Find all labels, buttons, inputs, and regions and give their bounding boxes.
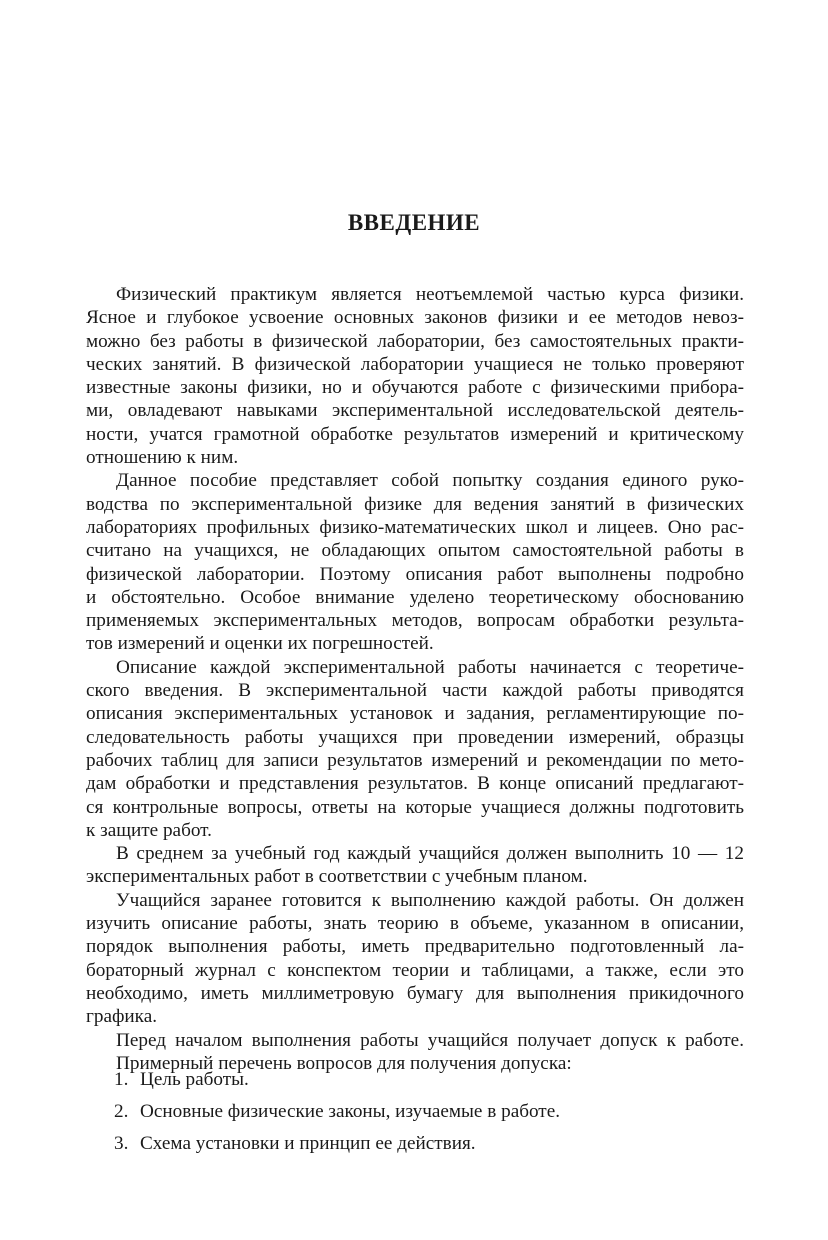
- text-line: и обстоятельно. Особое внимание уделено теоретическому обоснованию: [86, 586, 744, 608]
- text-line: Учащийся заранее готовится к выполнению каждой работы. Он должен: [116, 889, 744, 911]
- text-line: применяемых экспериментальных методов, вопросам обработки результа-: [86, 610, 744, 632]
- body-text: [86, 283, 744, 1075]
- text-line: можно без работы в физической лаборатории, без самостоятельных практи-: [86, 330, 744, 352]
- text-line: порядок выполнения работы, иметь предварительно подготовленный ла-: [86, 936, 744, 958]
- text-line: Ясное и глубокое усвоение основных законов физики и ее методов невоз-: [86, 307, 744, 329]
- text-line: водства по экспериментальной физике для ведения занятий в физических: [86, 493, 744, 515]
- list-item: [114, 1100, 560, 1132]
- list-item-text: Цель работы.: [140, 1069, 249, 1090]
- text-line: к защите работ.: [86, 819, 212, 841]
- text-line: ми, овладевают навыками экспериментальной исследовательской деятель-: [86, 400, 744, 422]
- text-line: отношению к ним.: [86, 447, 239, 469]
- text-line: Примерный перечень вопросов для получения допуска:: [116, 1052, 572, 1074]
- text-line: В среднем за учебный год каждый учащийся должен выполнить 10 — 12: [116, 843, 744, 865]
- list-item-number: 1.: [114, 1069, 129, 1090]
- text-line: считано на учащихся, не обладающих опытом самостоятельной работы в: [86, 540, 744, 562]
- list-item: [114, 1068, 560, 1100]
- list-item-text: Основные физические законы, изучаемые в работе.: [140, 1101, 561, 1122]
- list-item-number: 3.: [114, 1133, 129, 1154]
- text-line: Перед началом выполнения работы учащийся получает допуск к работе.: [116, 1029, 744, 1051]
- list-item-number: 2.: [114, 1101, 129, 1122]
- text-line: экспериментальных работ в соответствии с учебным планом.: [86, 866, 588, 888]
- text-line: необходимо, иметь миллиметровую бумагу для выполнения прикидочного: [86, 982, 744, 1004]
- text-line: следовательность работы учащихся при проведении измерений, образцы: [86, 726, 744, 748]
- question-list: [114, 1068, 560, 1164]
- text-line: известные законы физики, но и обучаются работе с физическими прибора-: [86, 377, 744, 399]
- page-title: ВВЕДЕНИЕ: [347, 210, 481, 235]
- text-line: описания экспериментальных установок и задания, регламентирующие по-: [86, 703, 744, 725]
- text-line: бораторный журнал с конспектом теории и таблицами, а также, если это: [86, 959, 744, 981]
- text-line: ся контрольные вопросы, ответы на которые учащиеся должны подготовить: [86, 796, 744, 818]
- text-line: Физический практикум является неотъемлемой частью курса физики.: [116, 284, 744, 305]
- text-line: Данное пособие представляет собой попытку создания единого руко-: [116, 470, 744, 492]
- text-line: лабораториях профильных физико-математических школ и лицеев. Оно рас-: [86, 516, 744, 538]
- text-line: изучить описание работы, знать теорию в объеме, указанном в описании,: [86, 913, 744, 935]
- text-line: Описание каждой экспериментальной работы начинается с теоретиче-: [116, 656, 744, 678]
- text-line: физической лаборатории. Поэтому описания работ выполнены подробно: [86, 563, 744, 585]
- text-line: ского введения. В экспериментальной части каждой работы приводятся: [86, 680, 744, 702]
- list-item-text: Схема установки и принцип ее действия.: [140, 1133, 476, 1154]
- text-line: ности, учатся грамотной обработке результатов измерений и критическому: [86, 423, 744, 445]
- text-line: рабочих таблиц для записи результатов измерений и рекомендации по мето-: [86, 749, 744, 771]
- text-line: дам обработки и представления результатов. В конце описаний предлагают-: [86, 773, 744, 795]
- text-line: графика.: [86, 1006, 158, 1028]
- text-line: тов измерений и оценки их погрешностей.: [86, 633, 434, 655]
- list-item: [114, 1132, 560, 1164]
- text-line: ческих занятий. В физической лаборатории учащиеся не только проверяют: [86, 353, 744, 375]
